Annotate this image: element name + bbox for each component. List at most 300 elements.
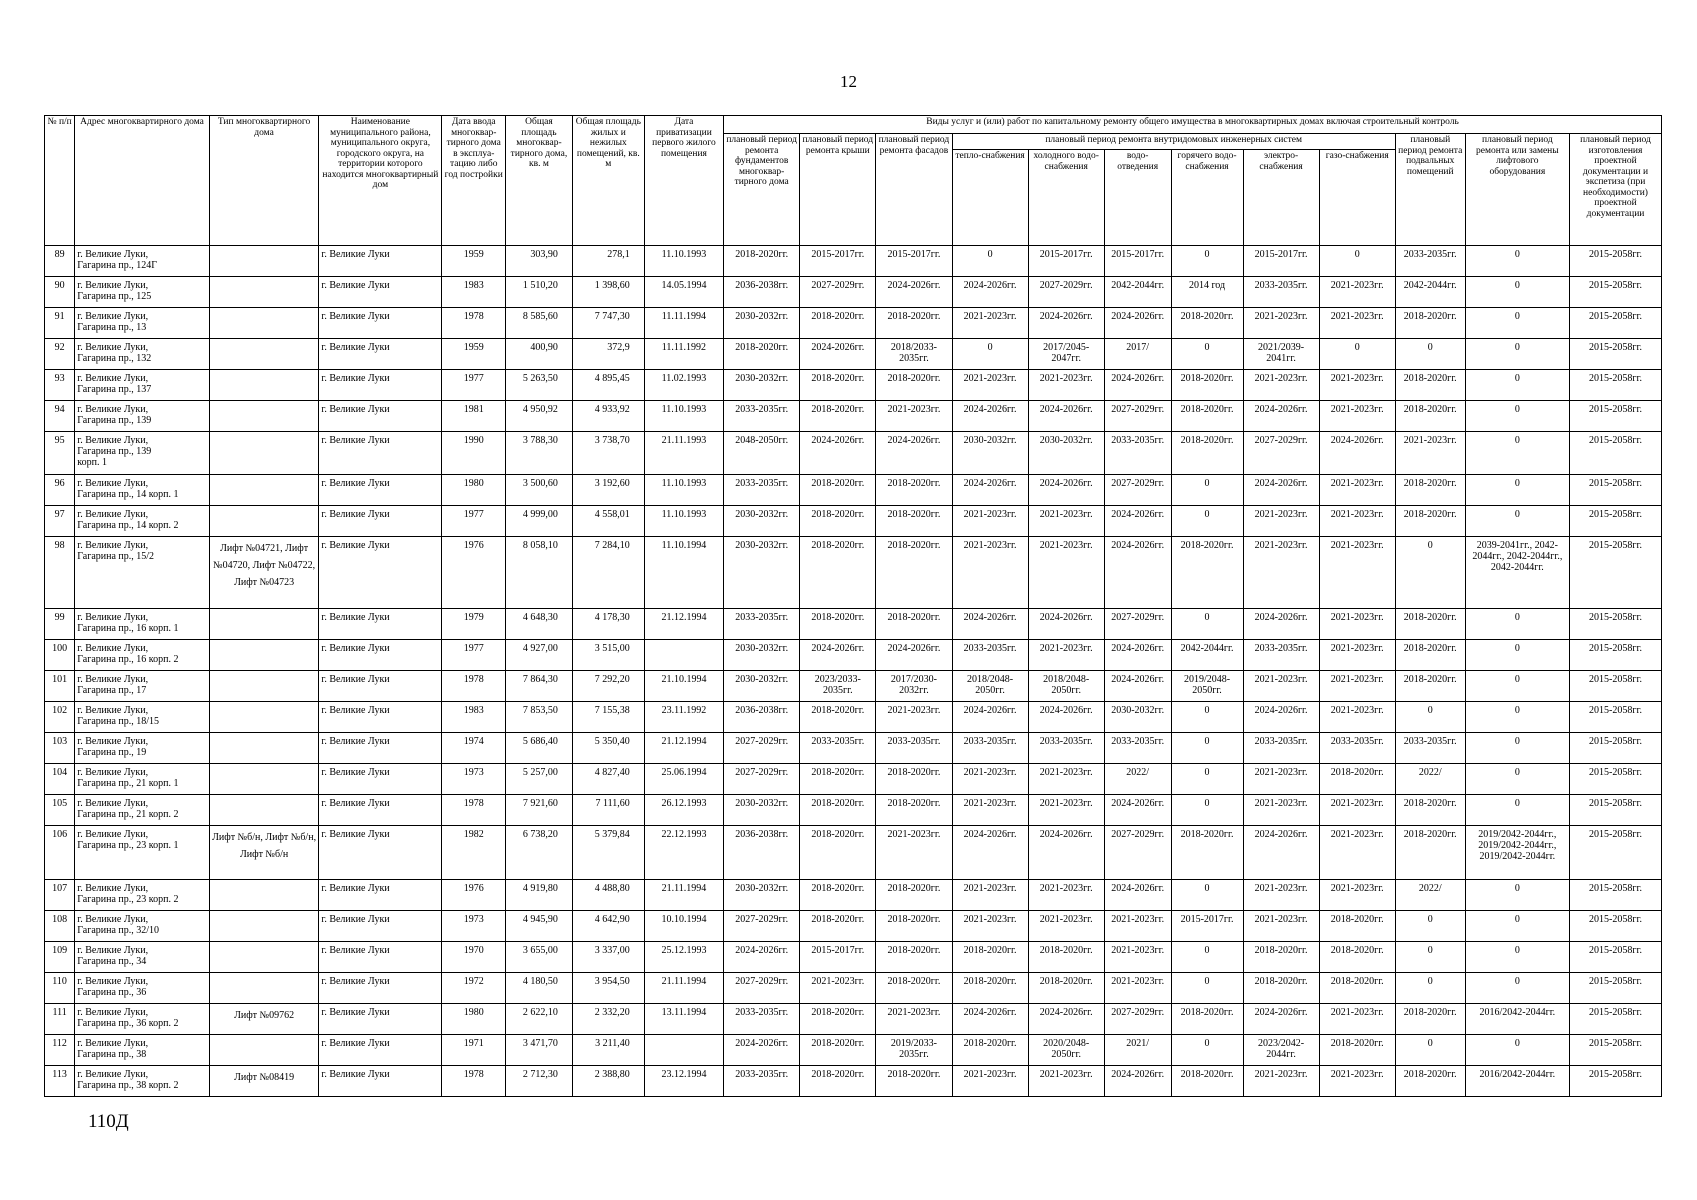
- cell-foundation: 2033-2035гг.: [724, 401, 800, 432]
- cell-privatization-date: [644, 1035, 723, 1066]
- cell-type: [209, 609, 319, 640]
- cell-basement: 0: [1395, 702, 1465, 733]
- cell-commission-date: 1980: [442, 1004, 506, 1035]
- cell-type: [209, 246, 319, 277]
- cell-privatization-date: 21.11.1994: [644, 880, 723, 911]
- cell-design-docs: 2015-2058гг.: [1570, 880, 1662, 911]
- cell-design-docs: 2015-2058гг.: [1570, 339, 1662, 370]
- table-row: [45, 370, 1662, 401]
- cell-roof: 2018-2020гг.: [800, 1035, 876, 1066]
- cell-design-docs: 2015-2058гг.: [1570, 671, 1662, 702]
- cell-design-docs: 2015-2058гг.: [1570, 640, 1662, 671]
- address-line: Гагарина пр., 32/10: [77, 925, 160, 936]
- cell-sewer: 2027-2029гг.: [1104, 401, 1171, 432]
- cell-commission-date: 1972: [442, 973, 506, 1004]
- cell-commission-date: 1973: [442, 911, 506, 942]
- cell-basement: 2022/: [1395, 764, 1465, 795]
- cell-total-area: 5 257,00: [506, 764, 573, 795]
- address-line: Гагарина пр., 23 корп. 2: [77, 894, 179, 905]
- cell-hot-water: 0: [1171, 973, 1243, 1004]
- cell-municipality: г. Великие Луки: [319, 733, 442, 764]
- address-line: Гагарина пр., 139: [77, 446, 152, 457]
- cell-sewer: 2027-2029гг.: [1104, 1004, 1171, 1035]
- cell-hot-water: 2018-2020гг.: [1171, 370, 1243, 401]
- cell-sewer: 2033-2035гг.: [1104, 733, 1171, 764]
- cell-gas: 2018-2020гг.: [1319, 1035, 1395, 1066]
- cell-roof: 2021-2023гг.: [800, 973, 876, 1004]
- cell-design-docs: 2015-2058гг.: [1570, 911, 1662, 942]
- cell-sewer: 2022/: [1104, 764, 1171, 795]
- cell-gas: 2018-2020гг.: [1319, 942, 1395, 973]
- cell-privatization-date: 11.11.1992: [644, 339, 723, 370]
- cell-sewer: 2030-2032гг.: [1104, 702, 1171, 733]
- address-line: г. Великие Луки,: [77, 798, 149, 809]
- cell-gas: 2021-2023гг.: [1319, 640, 1395, 671]
- cell-num: 108: [45, 911, 75, 942]
- cell-num: 104: [45, 764, 75, 795]
- table-row: [45, 640, 1662, 671]
- cell-foundation: 2030-2032гг.: [724, 506, 800, 537]
- cell-cold-water: 2024-2026гг.: [1028, 702, 1104, 733]
- table-row: [45, 475, 1662, 506]
- header-num: № п/п: [45, 116, 75, 246]
- cell-sewer: 2033-2035гг.: [1104, 432, 1171, 475]
- cell-num: 105: [45, 795, 75, 826]
- cell-design-docs: 2015-2058гг.: [1570, 475, 1662, 506]
- cell-roof: 2018-2020гг.: [800, 609, 876, 640]
- cell-foundation: 2036-2038гг.: [724, 826, 800, 880]
- cell-privatization-date: 22.12.1993: [644, 826, 723, 880]
- cell-foundation: 2024-2026гг.: [724, 1035, 800, 1066]
- cell-cold-water: 2021-2023гг.: [1028, 911, 1104, 942]
- cell-elevator: 0: [1465, 401, 1569, 432]
- cell-gas: 2021-2023гг.: [1319, 671, 1395, 702]
- cell-sewer: 2024-2026гг.: [1104, 370, 1171, 401]
- cell-foundation: 2027-2029гг.: [724, 733, 800, 764]
- cell-sewer: 2024-2026гг.: [1104, 537, 1171, 609]
- cell-total-area: 4 648,30: [506, 609, 573, 640]
- cell-cold-water: 2021-2023гг.: [1028, 764, 1104, 795]
- cell-municipality: г. Великие Луки: [319, 609, 442, 640]
- cell-commission-date: 1959: [442, 246, 506, 277]
- cell-commission-date: 1983: [442, 702, 506, 733]
- cell-roof: 2033-2035гг.: [800, 733, 876, 764]
- cell-municipality: г. Великие Луки: [319, 880, 442, 911]
- cell-electric: 2015-2017гг.: [1243, 246, 1319, 277]
- cell-privatization-date: 11.10.1993: [644, 246, 723, 277]
- cell-type: [209, 432, 319, 475]
- header-living-area: Общая площадь жилых и нежилых помещений, кв. м: [572, 116, 644, 246]
- cell-total-area: 8 585,60: [506, 308, 573, 339]
- header-elevator: плановый период ремонта или замены лифтового оборудования: [1465, 134, 1569, 246]
- header-works-group: Виды услуг и (или) работ по капитальному ремонту общего имущества в многоквартирных домах включая строительный контроль: [724, 116, 1662, 134]
- cell-basement: 0: [1395, 339, 1465, 370]
- cell-facade: 2021-2023гг.: [876, 826, 952, 880]
- cell-commission-date: 1959: [442, 339, 506, 370]
- cell-gas: 2021-2023гг.: [1319, 537, 1395, 609]
- cell-design-docs: 2015-2058гг.: [1570, 795, 1662, 826]
- address-line: г. Великие Луки,: [77, 1007, 149, 1018]
- cell-cold-water: 2024-2026гг.: [1028, 308, 1104, 339]
- cell-heat: 2021-2023гг.: [952, 537, 1028, 609]
- cell-type: [209, 764, 319, 795]
- cell-total-area: 6 738,20: [506, 826, 573, 880]
- cell-heat: 0: [952, 339, 1028, 370]
- cell-gas: 2021-2023гг.: [1319, 1004, 1395, 1035]
- cell-municipality: г. Великие Луки: [319, 942, 442, 973]
- address-line: г. Великие Луки,: [77, 342, 149, 353]
- cell-design-docs: 2015-2058гг.: [1570, 973, 1662, 1004]
- cell-hot-water: 0: [1171, 475, 1243, 506]
- cell-type: [209, 795, 319, 826]
- cell-municipality: г. Великие Луки: [319, 795, 442, 826]
- cell-foundation: 2036-2038гг.: [724, 277, 800, 308]
- cell-cold-water: 2024-2026гг.: [1028, 826, 1104, 880]
- cell-living-area: 372,9: [572, 339, 644, 370]
- cell-commission-date: 1971: [442, 1035, 506, 1066]
- cell-gas: 2021-2023гг.: [1319, 609, 1395, 640]
- cell-commission-date: 1981: [442, 401, 506, 432]
- cell-privatization-date: 11.10.1994: [644, 537, 723, 609]
- cell-foundation: 2030-2032гг.: [724, 640, 800, 671]
- cell-sewer: 2024-2026гг.: [1104, 671, 1171, 702]
- cell-hot-water: 0: [1171, 795, 1243, 826]
- cell-sewer: 2021-2023гг.: [1104, 973, 1171, 1004]
- cell-privatization-date: 21.12.1994: [644, 609, 723, 640]
- cell-facade: 2018/2033-2035гг.: [876, 339, 952, 370]
- cell-gas: 2024-2026гг.: [1319, 432, 1395, 475]
- cell-basement: 2021-2023гг.: [1395, 432, 1465, 475]
- cell-facade: 2018-2020гг.: [876, 537, 952, 609]
- cell-foundation: 2033-2035гг.: [724, 1004, 800, 1035]
- cell-roof: 2018-2020гг.: [800, 401, 876, 432]
- cell-address: [75, 764, 210, 795]
- cell-total-area: 400,90: [506, 339, 573, 370]
- cell-roof: 2018-2020гг.: [800, 506, 876, 537]
- cell-facade: 2018-2020гг.: [876, 609, 952, 640]
- cell-gas: 2021-2023гг.: [1319, 795, 1395, 826]
- cell-num: 97: [45, 506, 75, 537]
- address-line: Гагарина пр., 15/2: [77, 551, 155, 562]
- cell-cold-water: 2021-2023гг.: [1028, 1066, 1104, 1097]
- cell-address: [75, 1066, 210, 1097]
- cell-facade: 2021-2023гг.: [876, 702, 952, 733]
- cell-gas: 2021-2023гг.: [1319, 370, 1395, 401]
- cell-commission-date: 1977: [442, 370, 506, 401]
- capital-repair-table: [44, 115, 1662, 1097]
- cell-heat: 2024-2026гг.: [952, 401, 1028, 432]
- cell-roof: 2018-2020гг.: [800, 1066, 876, 1097]
- cell-address: [75, 911, 210, 942]
- cell-municipality: г. Великие Луки: [319, 640, 442, 671]
- cell-design-docs: 2015-2058гг.: [1570, 764, 1662, 795]
- cell-total-area: 4 950,92: [506, 401, 573, 432]
- address-line: Гагарина пр., 38: [77, 1049, 147, 1060]
- cell-commission-date: 1977: [442, 506, 506, 537]
- cell-municipality: г. Великие Луки: [319, 702, 442, 733]
- address-line: г. Великие Луки,: [77, 509, 149, 520]
- cell-foundation: 2036-2038гг.: [724, 702, 800, 733]
- cell-elevator: 0: [1465, 506, 1569, 537]
- cell-elevator: 0: [1465, 475, 1569, 506]
- cell-heat: 2024-2026гг.: [952, 609, 1028, 640]
- cell-cold-water: 2021-2023гг.: [1028, 506, 1104, 537]
- table-row: [45, 671, 1662, 702]
- cell-gas: 2021-2023гг.: [1319, 826, 1395, 880]
- cell-roof: 2018-2020гг.: [800, 537, 876, 609]
- cell-type: Лифт №04721, Лифт №04720, Лифт №04722, Лифт №04723: [209, 537, 319, 609]
- cell-type: [209, 640, 319, 671]
- cell-address: [75, 432, 210, 475]
- cell-sewer: 2024-2026гг.: [1104, 308, 1171, 339]
- address-line: Гагарина пр., 17: [77, 685, 147, 696]
- cell-heat: 2018/2048-2050гг.: [952, 671, 1028, 702]
- cell-electric: 2018-2020гг.: [1243, 942, 1319, 973]
- cell-address: [75, 1035, 210, 1066]
- cell-total-area: 303,90: [506, 246, 573, 277]
- cell-type: [209, 308, 319, 339]
- cell-address: [75, 246, 210, 277]
- cell-design-docs: 2015-2058гг.: [1570, 1066, 1662, 1097]
- cell-foundation: 2018-2020гг.: [724, 246, 800, 277]
- cell-heat: 2018-2020гг.: [952, 973, 1028, 1004]
- cell-heat: 2024-2026гг.: [952, 475, 1028, 506]
- cell-commission-date: 1978: [442, 795, 506, 826]
- address-line: Гагарина пр., 23 корп. 1: [77, 840, 179, 851]
- table-row: [45, 339, 1662, 370]
- cell-total-area: 3 788,30: [506, 432, 573, 475]
- cell-municipality: г. Великие Луки: [319, 475, 442, 506]
- cell-roof: 2023/2033-2035гг.: [800, 671, 876, 702]
- cell-municipality: г. Великие Луки: [319, 1004, 442, 1035]
- cell-privatization-date: 13.11.1994: [644, 1004, 723, 1035]
- address-line: Гагарина пр., 139: [77, 415, 152, 426]
- cell-privatization-date: 21.11.1993: [644, 432, 723, 475]
- cell-hot-water: 0: [1171, 246, 1243, 277]
- table-row: [45, 880, 1662, 911]
- cell-num: 111: [45, 1004, 75, 1035]
- cell-foundation: 2033-2035гг.: [724, 609, 800, 640]
- cell-sewer: 2017/: [1104, 339, 1171, 370]
- cell-num: 94: [45, 401, 75, 432]
- cell-heat: 2021-2023гг.: [952, 764, 1028, 795]
- cell-municipality: г. Великие Луки: [319, 671, 442, 702]
- cell-living-area: 3 515,00: [572, 640, 644, 671]
- header-total-area: Общая площадь многоквар-тирного дома, кв. м: [506, 116, 573, 246]
- cell-roof: 2018-2020гг.: [800, 475, 876, 506]
- cell-electric: 2021-2023гг.: [1243, 671, 1319, 702]
- cell-sewer: 2021-2023гг.: [1104, 942, 1171, 973]
- cell-foundation: 2030-2032гг.: [724, 370, 800, 401]
- cell-total-area: 8 058,10: [506, 537, 573, 609]
- cell-living-area: 2 388,80: [572, 1066, 644, 1097]
- cell-cold-water: 2024-2026гг.: [1028, 401, 1104, 432]
- cell-privatization-date: 11.10.1993: [644, 475, 723, 506]
- cell-elevator: 0: [1465, 339, 1569, 370]
- cell-num: 95: [45, 432, 75, 475]
- cell-type: [209, 880, 319, 911]
- cell-address: [75, 401, 210, 432]
- header-electric: электро-снабжения: [1243, 150, 1319, 246]
- cell-total-area: 2 622,10: [506, 1004, 573, 1035]
- cell-facade: 2018-2020гг.: [876, 911, 952, 942]
- cell-municipality: г. Великие Луки: [319, 339, 442, 370]
- cell-living-area: 7 111,60: [572, 795, 644, 826]
- cell-foundation: 2030-2032гг.: [724, 880, 800, 911]
- cell-num: 102: [45, 702, 75, 733]
- address-line: Гагарина пр., 14 корп. 2: [77, 520, 179, 531]
- cell-num: 93: [45, 370, 75, 401]
- address-line: Гагарина пр., 36: [77, 987, 147, 998]
- header-roof: плановый период ремонта крыши: [800, 134, 876, 246]
- cell-design-docs: 2015-2058гг.: [1570, 432, 1662, 475]
- header-address: Адрес многоквартирного дома: [75, 116, 210, 246]
- cell-gas: 2021-2023гг.: [1319, 401, 1395, 432]
- address-line: Гагарина пр., 34: [77, 956, 147, 967]
- table-row: [45, 401, 1662, 432]
- cell-municipality: г. Великие Луки: [319, 537, 442, 609]
- cell-elevator: 2039-2041гг., 2042-2044гг., 2042-2044гг., 2042-2044гг.: [1465, 537, 1569, 609]
- cell-elevator: 2019/2042-2044гг., 2019/2042-2044гг., 2019/2042-2044гг.: [1465, 826, 1569, 880]
- cell-heat: 2021-2023гг.: [952, 911, 1028, 942]
- cell-sewer: 2015-2017гг.: [1104, 246, 1171, 277]
- cell-roof: 2015-2017гг.: [800, 942, 876, 973]
- cell-privatization-date: 14.05.1994: [644, 277, 723, 308]
- cell-commission-date: 1980: [442, 475, 506, 506]
- cell-elevator: 0: [1465, 308, 1569, 339]
- cell-address: [75, 733, 210, 764]
- cell-address: [75, 826, 210, 880]
- cell-total-area: 1 510,20: [506, 277, 573, 308]
- cell-num: 101: [45, 671, 75, 702]
- cell-foundation: 2018-2020гг.: [724, 339, 800, 370]
- cell-commission-date: 1978: [442, 671, 506, 702]
- cell-electric: 2027-2029гг.: [1243, 432, 1319, 475]
- cell-hot-water: 2018-2020гг.: [1171, 308, 1243, 339]
- cell-elevator: 2016/2042-2044гг.: [1465, 1066, 1569, 1097]
- cell-living-area: 3 954,50: [572, 973, 644, 1004]
- address-line: г. Великие Луки,: [77, 1038, 149, 1049]
- cell-municipality: г. Великие Луки: [319, 246, 442, 277]
- cell-address: [75, 277, 210, 308]
- cell-type: [209, 277, 319, 308]
- cell-basement: 2033-2035гг.: [1395, 733, 1465, 764]
- address-line: Гагарина пр., 36 корп. 2: [77, 1018, 179, 1029]
- cell-sewer: 2042-2044гг.: [1104, 277, 1171, 308]
- cell-heat: 2021-2023гг.: [952, 1066, 1028, 1097]
- cell-privatization-date: 25.12.1993: [644, 942, 723, 973]
- cell-heat: 2024-2026гг.: [952, 826, 1028, 880]
- cell-commission-date: 1983: [442, 277, 506, 308]
- cell-cold-water: 2021-2023гг.: [1028, 640, 1104, 671]
- cell-hot-water: 0: [1171, 764, 1243, 795]
- address-line: г. Великие Луки,: [77, 674, 149, 685]
- address-line: г. Великие Луки,: [77, 976, 149, 987]
- cell-facade: 2017/2030-2032гг.: [876, 671, 952, 702]
- cell-basement: 2018-2020гг.: [1395, 308, 1465, 339]
- cell-privatization-date: 25.06.1994: [644, 764, 723, 795]
- cell-roof: 2024-2026гг.: [800, 339, 876, 370]
- cell-design-docs: 2015-2058гг.: [1570, 609, 1662, 640]
- cell-basement: 0: [1395, 1035, 1465, 1066]
- cell-elevator: 0: [1465, 671, 1569, 702]
- cell-commission-date: 1982: [442, 826, 506, 880]
- address-line: корп. 1: [77, 457, 107, 468]
- cell-design-docs: 2015-2058гг.: [1570, 506, 1662, 537]
- table-row: [45, 609, 1662, 640]
- cell-facade: 2019/2033-2035гг.: [876, 1035, 952, 1066]
- cell-heat: 2021-2023гг.: [952, 308, 1028, 339]
- cell-sewer: 2021/: [1104, 1035, 1171, 1066]
- cell-municipality: г. Великие Луки: [319, 764, 442, 795]
- address-line: г. Великие Луки,: [77, 643, 149, 654]
- cell-sewer: 2024-2026гг.: [1104, 640, 1171, 671]
- table-body: [45, 246, 1662, 1097]
- cell-sewer: 2027-2029гг.: [1104, 826, 1171, 880]
- cell-cold-water: 2021-2023гг.: [1028, 880, 1104, 911]
- cell-address: [75, 609, 210, 640]
- cell-privatization-date: 21.11.1994: [644, 973, 723, 1004]
- header-commission-date: Дата ввода многоквар-тирного дома в эксплуа-тацию либо год постройки: [442, 116, 506, 246]
- cell-type: Лифт №б/н, Лифт №б/н, Лифт №б/н: [209, 826, 319, 880]
- cell-living-area: 7 284,10: [572, 537, 644, 609]
- cell-type: [209, 671, 319, 702]
- cell-commission-date: 1978: [442, 1066, 506, 1097]
- cell-hot-water: 2018-2020гг.: [1171, 1004, 1243, 1035]
- cell-hot-water: 0: [1171, 880, 1243, 911]
- table-row: [45, 1004, 1662, 1035]
- cell-address: [75, 973, 210, 1004]
- cell-hot-water: 0: [1171, 506, 1243, 537]
- cell-design-docs: 2015-2058гг.: [1570, 1035, 1662, 1066]
- cell-address: [75, 1004, 210, 1035]
- address-line: Гагарина пр., 38 корп. 2: [77, 1080, 179, 1091]
- cell-basement: 2018-2020гг.: [1395, 1004, 1465, 1035]
- cell-living-area: 7 155,38: [572, 702, 644, 733]
- cell-electric: 2021-2023гг.: [1243, 795, 1319, 826]
- cell-address: [75, 671, 210, 702]
- cell-total-area: 7 921,60: [506, 795, 573, 826]
- cell-design-docs: 2015-2058гг.: [1570, 702, 1662, 733]
- cell-hot-water: 0: [1171, 609, 1243, 640]
- cell-electric: 2021-2023гг.: [1243, 764, 1319, 795]
- cell-roof: 2015-2017гг.: [800, 246, 876, 277]
- cell-facade: 2018-2020гг.: [876, 506, 952, 537]
- cell-type: [209, 733, 319, 764]
- cell-electric: 2021/2039-2041гг.: [1243, 339, 1319, 370]
- cell-municipality: г. Великие Луки: [319, 1066, 442, 1097]
- cell-num: 96: [45, 475, 75, 506]
- cell-cold-water: 2015-2017гг.: [1028, 246, 1104, 277]
- cell-type: [209, 973, 319, 1004]
- cell-gas: 2021-2023гг.: [1319, 1066, 1395, 1097]
- cell-basement: 2018-2020гг.: [1395, 640, 1465, 671]
- address-line: г. Великие Луки,: [77, 736, 149, 747]
- cell-commission-date: 1990: [442, 432, 506, 475]
- cell-facade: 2033-2035гг.: [876, 733, 952, 764]
- cell-elevator: 0: [1465, 1035, 1569, 1066]
- cell-facade: 2018-2020гг.: [876, 764, 952, 795]
- cell-roof: 2018-2020гг.: [800, 702, 876, 733]
- cell-elevator: 0: [1465, 911, 1569, 942]
- cell-address: [75, 537, 210, 609]
- footer-code: 110Д: [88, 1111, 129, 1132]
- cell-type: [209, 911, 319, 942]
- address-line: г. Великие Луки,: [77, 373, 149, 384]
- cell-living-area: 4 558,01: [572, 506, 644, 537]
- address-line: г. Великие Луки,: [77, 883, 149, 894]
- address-line: Гагарина пр., 124Г: [77, 260, 158, 271]
